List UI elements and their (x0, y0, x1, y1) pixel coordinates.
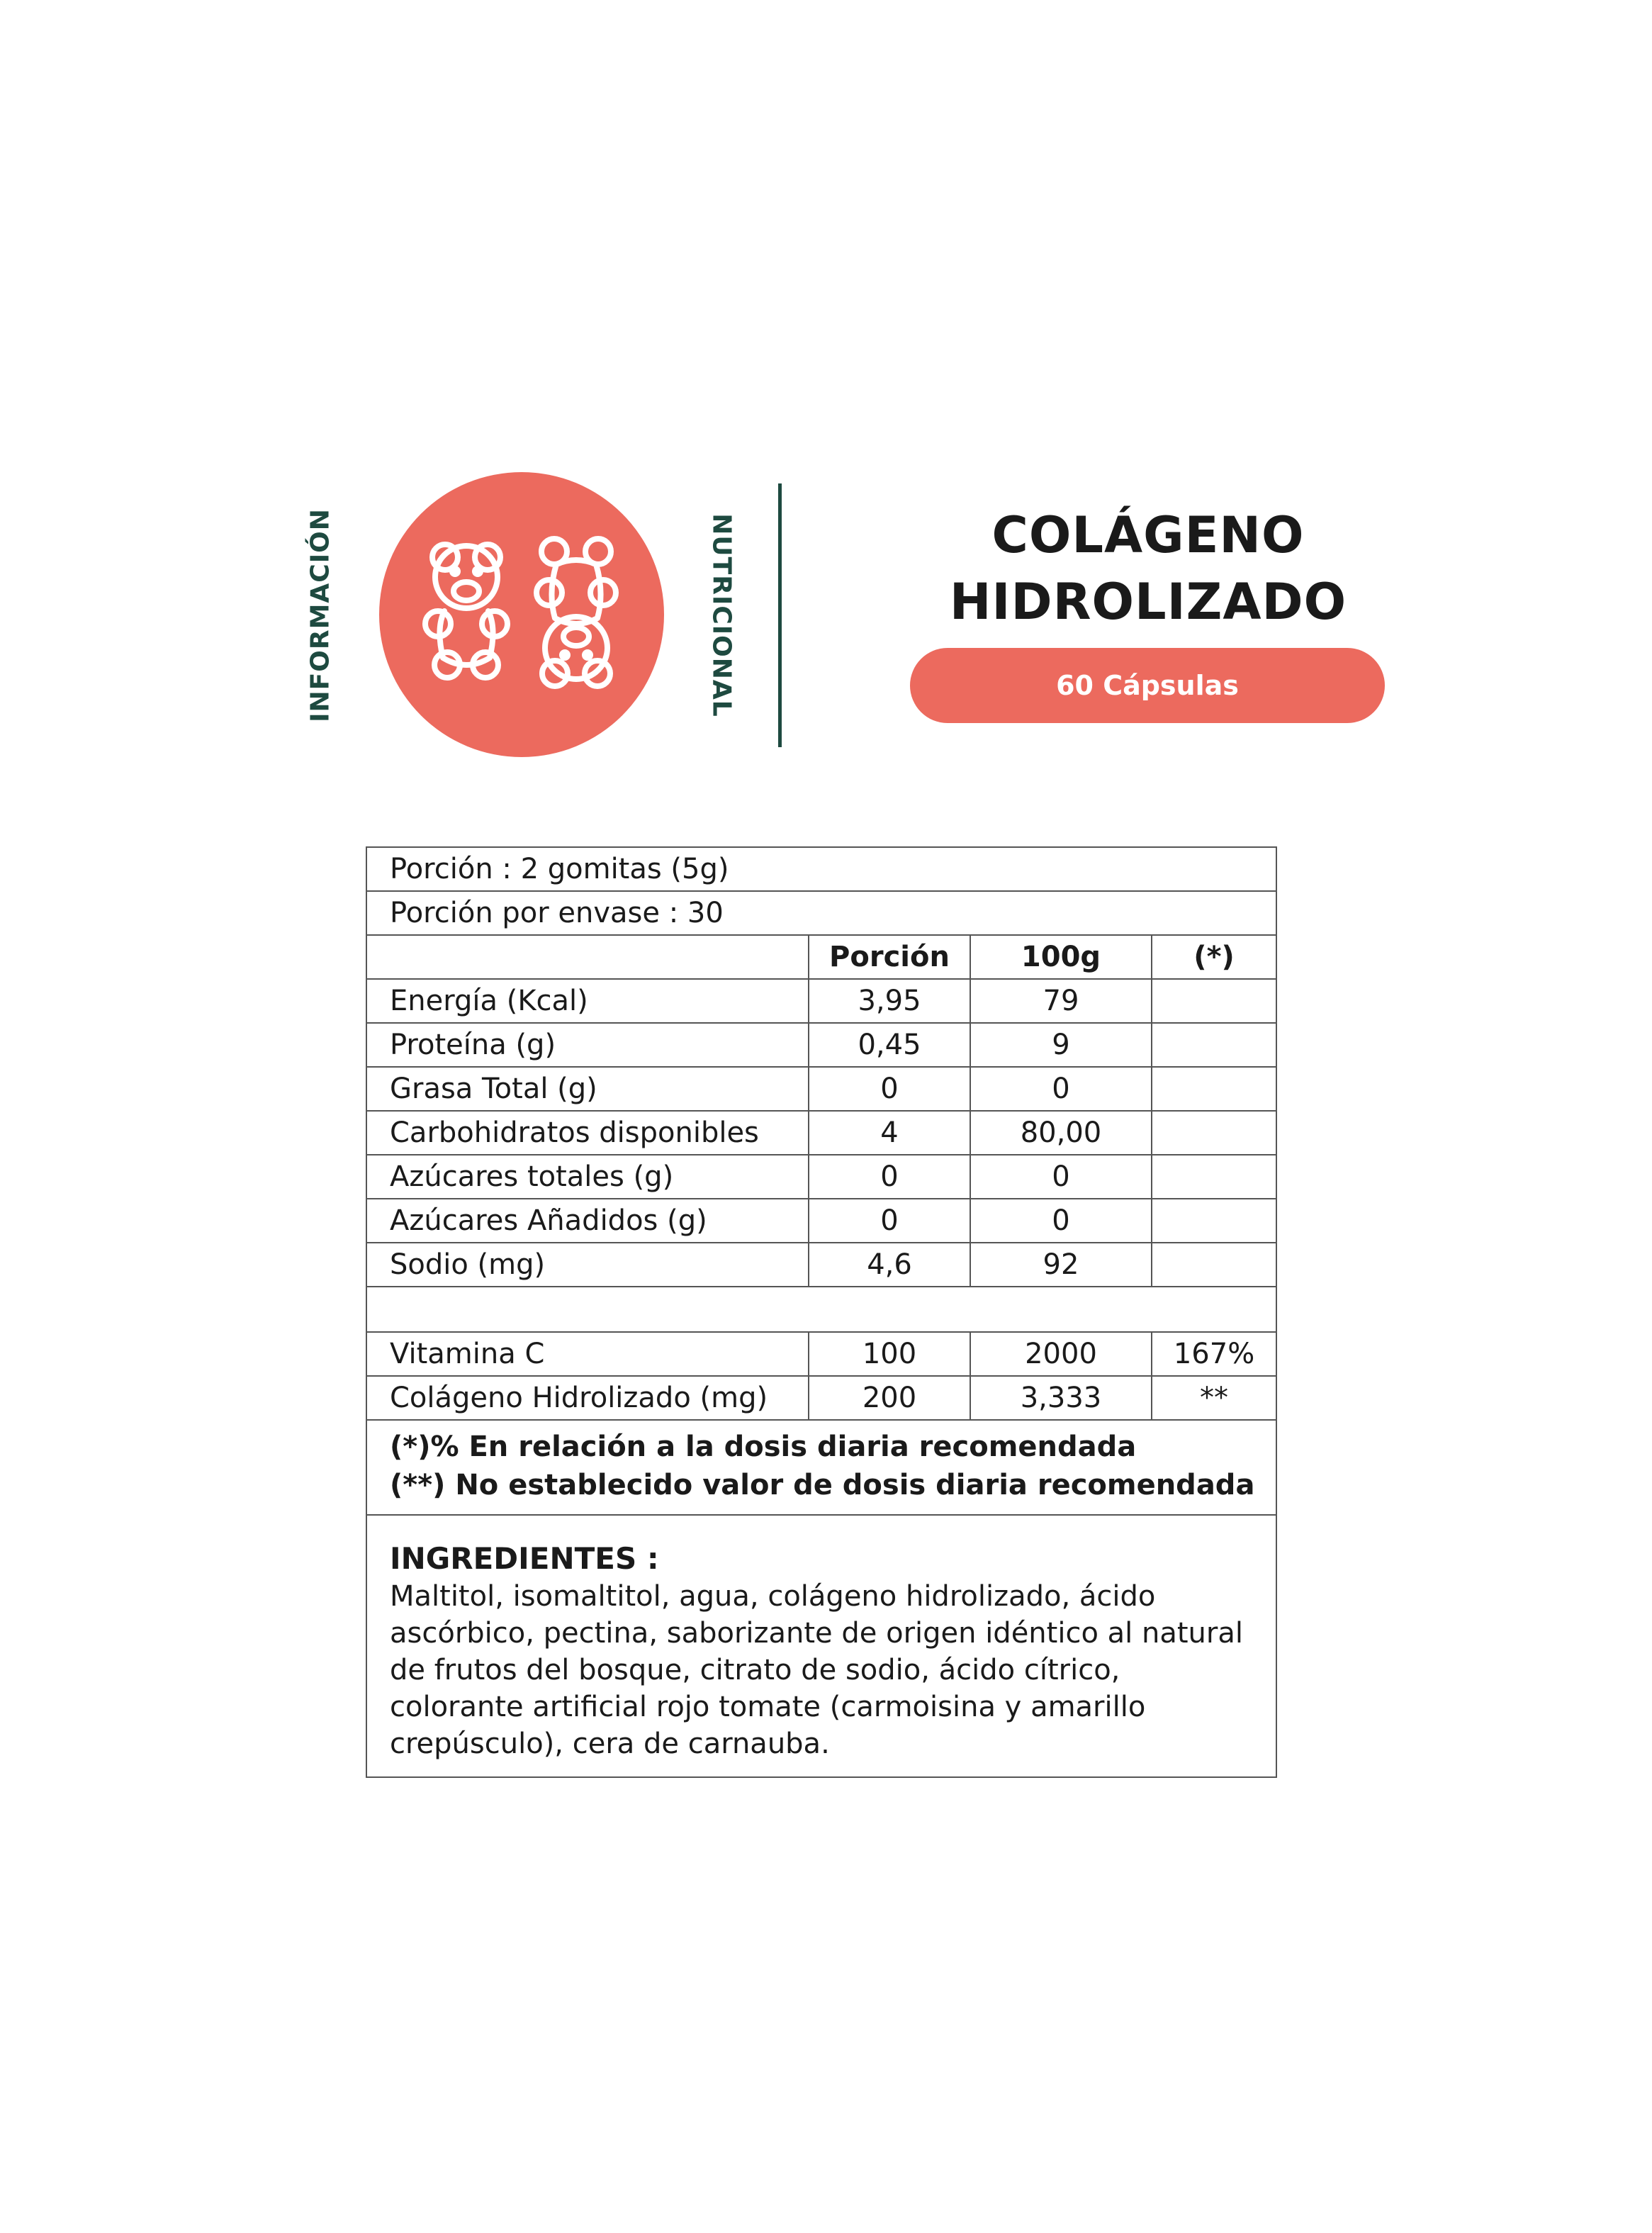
servings-per-container-row (366, 891, 1276, 935)
nutrient-name: Proteína (g) (366, 1023, 809, 1067)
nutrient-per100: 0 (970, 1067, 1152, 1111)
informacion-vertical-label: INFORMACIÓN (305, 508, 335, 722)
ingredients-row (366, 1515, 1276, 1777)
header-divider (778, 483, 782, 747)
nutrient-pct (1152, 979, 1276, 1023)
table-row (366, 1376, 1276, 1420)
nutrient-portion: 4 (809, 1111, 970, 1155)
table-row (366, 1067, 1276, 1111)
nutrient-pct (1152, 1111, 1276, 1155)
ingredients-text: Maltitol, isomaltitol, agua, colágeno hidrolizado, ácido ascórbico, pectina, saborizante de origen idéntico al natural de frutos del bosque, citrato de sodio, ácido cítrico, colorante artificial rojo tomate (carmoisina y amarillo crepúsculo), cera de carnauba. (390, 1580, 1243, 1760)
table-row (366, 1155, 1276, 1199)
table-row (366, 1023, 1276, 1067)
column-header-row (366, 935, 1276, 979)
footnote-not-established: (**) No establecido valor de dosis diaria recomendada (390, 1469, 1255, 1501)
column-header-100g: 100g (970, 935, 1152, 979)
nutrient-name: Energía (Kcal) (366, 979, 809, 1023)
nutrition-table (366, 846, 1277, 1778)
nutrient-per100: 92 (970, 1243, 1152, 1287)
nutrient-portion: 200 (809, 1376, 970, 1420)
nutrient-portion: 100 (809, 1332, 970, 1376)
nutrient-name: Grasa Total (g) (366, 1067, 809, 1111)
ingredients-section (366, 1515, 1276, 1777)
nutrient-name: Carbohidratos disponibles (366, 1111, 809, 1155)
footnote-daily-value: (*)% En relación a la dosis diaria recomendada (390, 1431, 1137, 1463)
nutrient-pct (1152, 1023, 1276, 1067)
table-row (366, 1111, 1276, 1155)
nutricional-vertical-label: NUTRICIONAL (707, 513, 736, 717)
gummy-bears-icon (379, 472, 664, 757)
column-header-pct: (*) (1152, 935, 1276, 979)
footnotes (366, 1420, 1276, 1515)
nutrient-per100: 9 (970, 1023, 1152, 1067)
serving-row (366, 847, 1276, 891)
nutrient-name: Vitamina C (366, 1332, 809, 1376)
title-line-1: COLÁGENO (991, 506, 1305, 564)
right-bear-shape (536, 539, 616, 686)
product-title (879, 502, 1417, 635)
nutrient-pct: 167% (1152, 1332, 1276, 1376)
nutrient-portion: 3,95 (809, 979, 970, 1023)
nutrient-portion: 4,6 (809, 1243, 970, 1287)
title-line-2: HIDROLIZADO (949, 573, 1347, 631)
nutrient-pct (1152, 1243, 1276, 1287)
nutrient-portion: 0 (809, 1155, 970, 1199)
nutrient-name: Azúcares Añadidos (g) (366, 1199, 809, 1243)
nutrient-pct (1152, 1067, 1276, 1111)
gummy-bears-badge (379, 472, 664, 757)
spacer-cell (366, 1287, 1276, 1332)
nutrient-name: Sodio (mg) (366, 1243, 809, 1287)
ingredients-title: INGREDIENTES : (390, 1541, 659, 1576)
nutrient-name: Colágeno Hidrolizado (mg) (366, 1376, 809, 1420)
table-row (366, 979, 1276, 1023)
nutrient-portion: 0 (809, 1199, 970, 1243)
nutrient-per100: 80,00 (970, 1111, 1152, 1155)
nutrient-per100: 79 (970, 979, 1152, 1023)
column-header-portion: Porción (809, 935, 970, 979)
table-row (366, 1199, 1276, 1243)
notes-row (366, 1420, 1276, 1515)
nutrient-pct (1152, 1155, 1276, 1199)
nutrient-portion: 0,45 (809, 1023, 970, 1067)
nutrient-pct: ** (1152, 1376, 1276, 1420)
nutrient-portion: 0 (809, 1067, 970, 1111)
serving-size: Porción : 2 gomitas (5g) (366, 847, 1276, 891)
nutrient-per100: 0 (970, 1199, 1152, 1243)
nutrient-per100: 2000 (970, 1332, 1152, 1376)
capsules-badge: 60 Cápsulas (910, 648, 1385, 723)
header-blank-cell (366, 935, 809, 979)
left-bear-shape (425, 544, 507, 678)
table-row (366, 1243, 1276, 1287)
servings-per-container: Porción por envase : 30 (366, 891, 1276, 935)
nutrient-per100: 3,333 (970, 1376, 1152, 1420)
table-row (366, 1332, 1276, 1376)
nutrient-name: Azúcares totales (g) (366, 1155, 809, 1199)
nutrient-pct (1152, 1199, 1276, 1243)
spacer-row (366, 1287, 1276, 1332)
nutrient-per100: 0 (970, 1155, 1152, 1199)
